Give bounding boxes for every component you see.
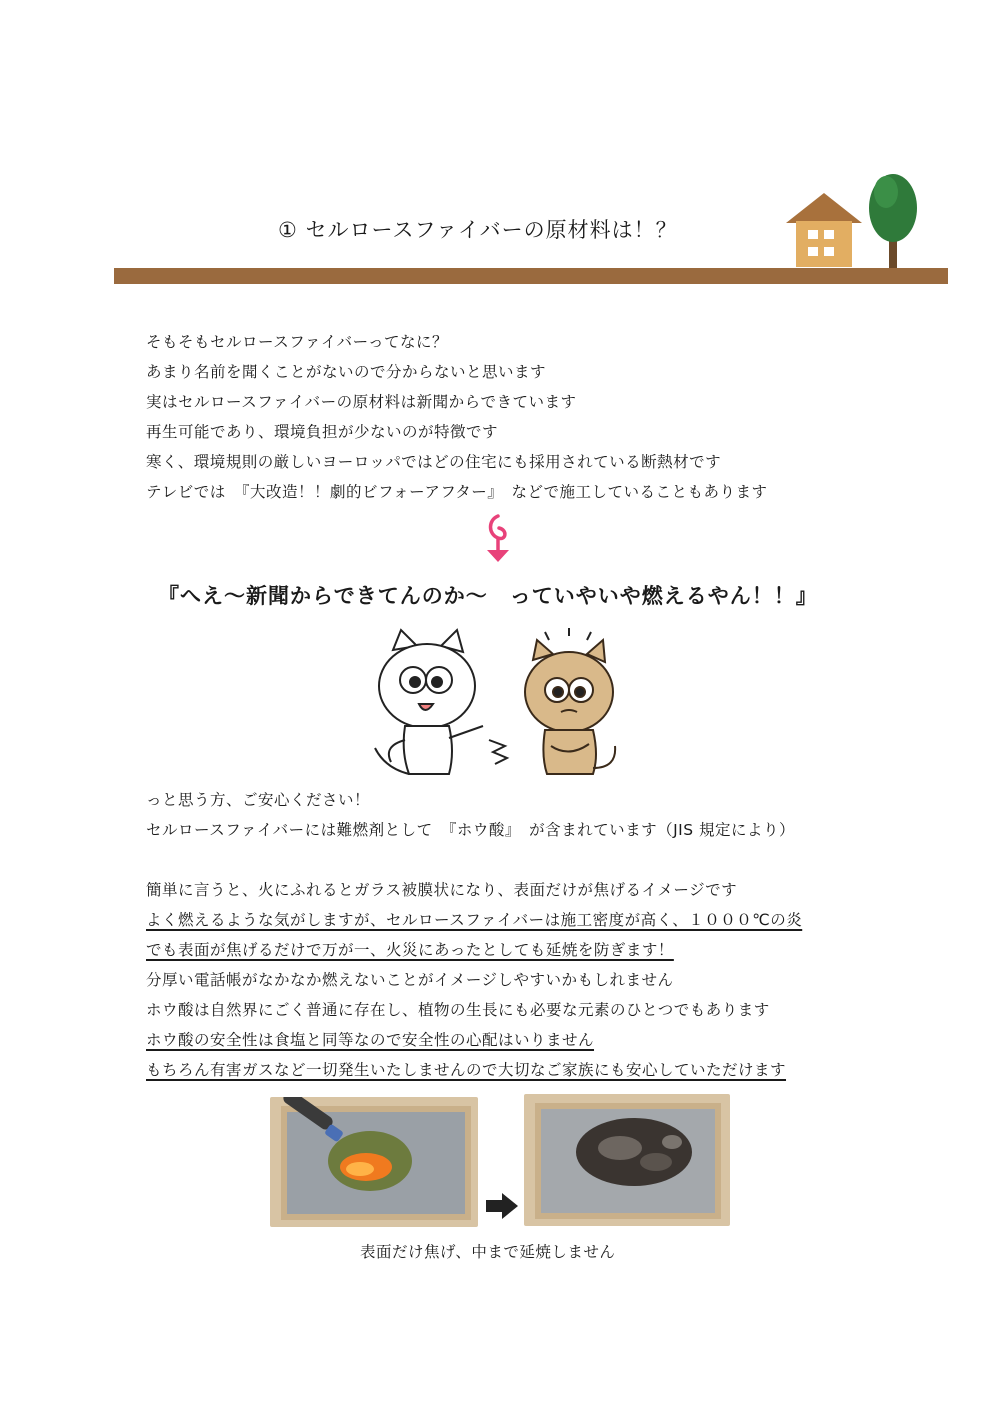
reaction-text: 『へえ～新聞からできてんのか～ っていやいや燃えるやん！！』: [158, 584, 818, 608]
right-arrow-icon: [484, 1191, 520, 1221]
intro-line-4: 再生可能であり、環境負担が少ないのが特徴です: [146, 423, 499, 441]
intro-line-5: 寒く、環境規則の厳しいヨーロッパではどの住宅にも採用されている断熱材です: [146, 453, 722, 471]
explain-line-6: ホウ酸の安全性は食塩と同等なので安全性の心配はいりません: [146, 1031, 595, 1049]
photo-caption: 表面だけ焦げ、中まで延焼しません: [360, 1243, 616, 1261]
explain-line-5: ホウ酸は自然界にごく普通に存在し、植物の生長にも必要な元素のひとつでもあります: [146, 1001, 770, 1019]
house-icon: [784, 190, 864, 270]
explain-line-3: でも表面が焦げるだけで万が一、火災にあったとしても延焼を防ぎます！: [146, 941, 674, 959]
burning-photo: [270, 1097, 478, 1227]
tree-icon: [866, 170, 920, 270]
cats-illustration: [365, 628, 645, 780]
explain-line-7: もちろん有害ガスなど一切発生いたしませんので大切なご家族にも安心していただけます: [146, 1061, 787, 1079]
intro-line-6: テレビでは 『大改造！！劇的ビフォーアフター』 などで施工していることもあります: [146, 483, 768, 501]
explain-line-4: 分厚い電話帳がなかなか燃えないことがイメージしやすいかもしれません: [146, 971, 674, 989]
brown-cat: [525, 640, 615, 774]
page-title: ① セルロースファイバーの原材料は！？: [278, 218, 678, 242]
reassure-line-1: っと思う方、ご安心ください！: [146, 791, 371, 809]
intro-line-1: そもそもセルロースファイバーってなに？: [146, 333, 448, 351]
intro-line-2: あまり名前を聞くことがないので分からないと思います: [146, 363, 547, 381]
ground-bar: [114, 268, 948, 284]
down-arrow-icon: [478, 512, 518, 564]
burnt-photo: [524, 1094, 730, 1226]
explain-line-1: 簡単に言うと、火にふれるとガラス被膜状になり、表面だけが焦げるイメージです: [146, 881, 738, 899]
reassure-line-2: セルロースファイバーには難燃剤として 『ホウ酸』 が含まれています（JIS 規定により）: [146, 821, 796, 839]
white-cat: [375, 630, 483, 774]
intro-line-3: 実はセルロースファイバーの原材料は新聞からできています: [146, 393, 577, 411]
explain-line-2: よく燃えるような気がしますが、セルロースファイバーは施工密度が高く、１０００℃の炎: [146, 911, 803, 929]
